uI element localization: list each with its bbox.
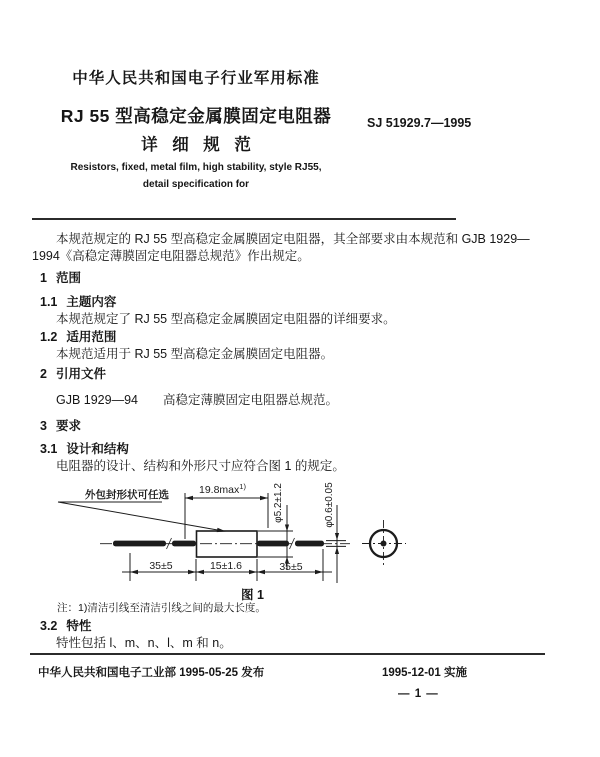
callout-leader — [58, 502, 219, 530]
footer-rule — [30, 653, 545, 655]
intro-paragraph-line1: 本规范规定的 RJ 55 型高稳定金属膜固定电阻器，其全部要求由本规范和 GJB 1929— — [56, 232, 530, 246]
dimension-lead-right-label: 35±5 — [279, 561, 303, 573]
dimension-body-diameter-label: φ5.2±1.2 — [273, 483, 284, 523]
section-3-2-heading — [40, 616, 91, 634]
dimension-body-length-label: 15±1.6 — [209, 560, 243, 572]
section-title: 适用范围 — [66, 330, 117, 344]
dimension-arrowhead — [335, 547, 339, 554]
section-number: 3.1 — [40, 442, 58, 456]
dimension-arrowhead — [315, 570, 323, 574]
section-1-1-body: 本规范规定了 RJ 55 型高稳定金属膜固定电阻器的详细要求。 — [56, 312, 396, 326]
dimension-arrowhead — [260, 496, 268, 500]
section-number: 3.2 — [40, 619, 58, 633]
section-3-2-body: 特性包括 l、m、n、l、m 和 n。 — [56, 636, 232, 650]
section-number: 1.2 — [40, 330, 58, 344]
section-number: 1 — [40, 271, 47, 285]
dimension-arrowhead — [335, 533, 339, 540]
section-number: 3 — [40, 419, 47, 433]
intro-paragraph-line2: 1994《高稳定薄膜固定电阻器总规范》作出规定。 — [32, 249, 310, 263]
dimension-arrowhead — [185, 496, 193, 500]
callout-label: 外包封形状可任选 — [85, 489, 169, 501]
dimension-arrowhead — [257, 570, 265, 574]
section-title: 范围 — [55, 271, 81, 285]
section-title: 主题内容 — [66, 295, 117, 309]
dimension-arrowhead — [188, 570, 196, 574]
section-2-body: GJB 1929—94 高稳定薄膜固定电阻器总规范。 — [56, 393, 338, 407]
document-title-zh: RJ 55 型高稳定金属膜固定电阻器 — [60, 106, 332, 126]
standard-number: SJ 51929.7—1995 — [367, 116, 472, 130]
page-number: — 1 — — [398, 688, 439, 700]
section-title: 特性 — [66, 619, 92, 633]
dimension-lead-diameter-label: φ0.6±0.05 — [324, 482, 335, 528]
footer-issued-by: 中华人民共和国电子工业部 1995-05-25 发布 — [38, 667, 265, 679]
callout-arrowhead — [217, 528, 226, 532]
section-title: 引用文件 — [55, 367, 106, 381]
dimension-lead-left-label: 35±5 — [149, 560, 173, 572]
dimension-arrowhead — [196, 570, 204, 574]
section-number: 1.1 — [40, 295, 58, 309]
dimension-overall-length-label: $19.8\max^{1)}$ — [199, 482, 246, 496]
section-3-1-body: 电阻器的设计、结构和外形尺寸应符合图 1 的规定。 — [56, 459, 345, 473]
document-title-en-line1: Resistors, fixed, metal film, high stability, style RJ55, — [70, 162, 322, 173]
document-title-en-line2: detail specification for — [142, 179, 250, 190]
figure-note: 注：1)清洁引线至清洁引线之间的最大长度。 — [57, 602, 266, 614]
resistor-end-view — [362, 520, 406, 568]
section-1-2-body: 本规范适用于 RJ 55 型高稳定金属膜固定电阻器。 — [56, 347, 334, 361]
dimension-arrowhead — [130, 570, 138, 574]
footer-effective-date: 1995-12-01 实施 — [382, 667, 468, 679]
section-title: 设计和结构 — [66, 442, 129, 456]
dimension-arrowhead — [285, 525, 289, 532]
section-number: 2 — [40, 367, 47, 381]
standard-type-line: 中华人民共和国电子行业军用标准 — [72, 70, 320, 87]
document-subtitle-zh: 详 细 规 范 — [141, 136, 251, 154]
figure-caption: 图 1 — [241, 588, 264, 602]
dimension-arrowhead — [249, 570, 257, 574]
section-title: 要求 — [55, 419, 81, 433]
